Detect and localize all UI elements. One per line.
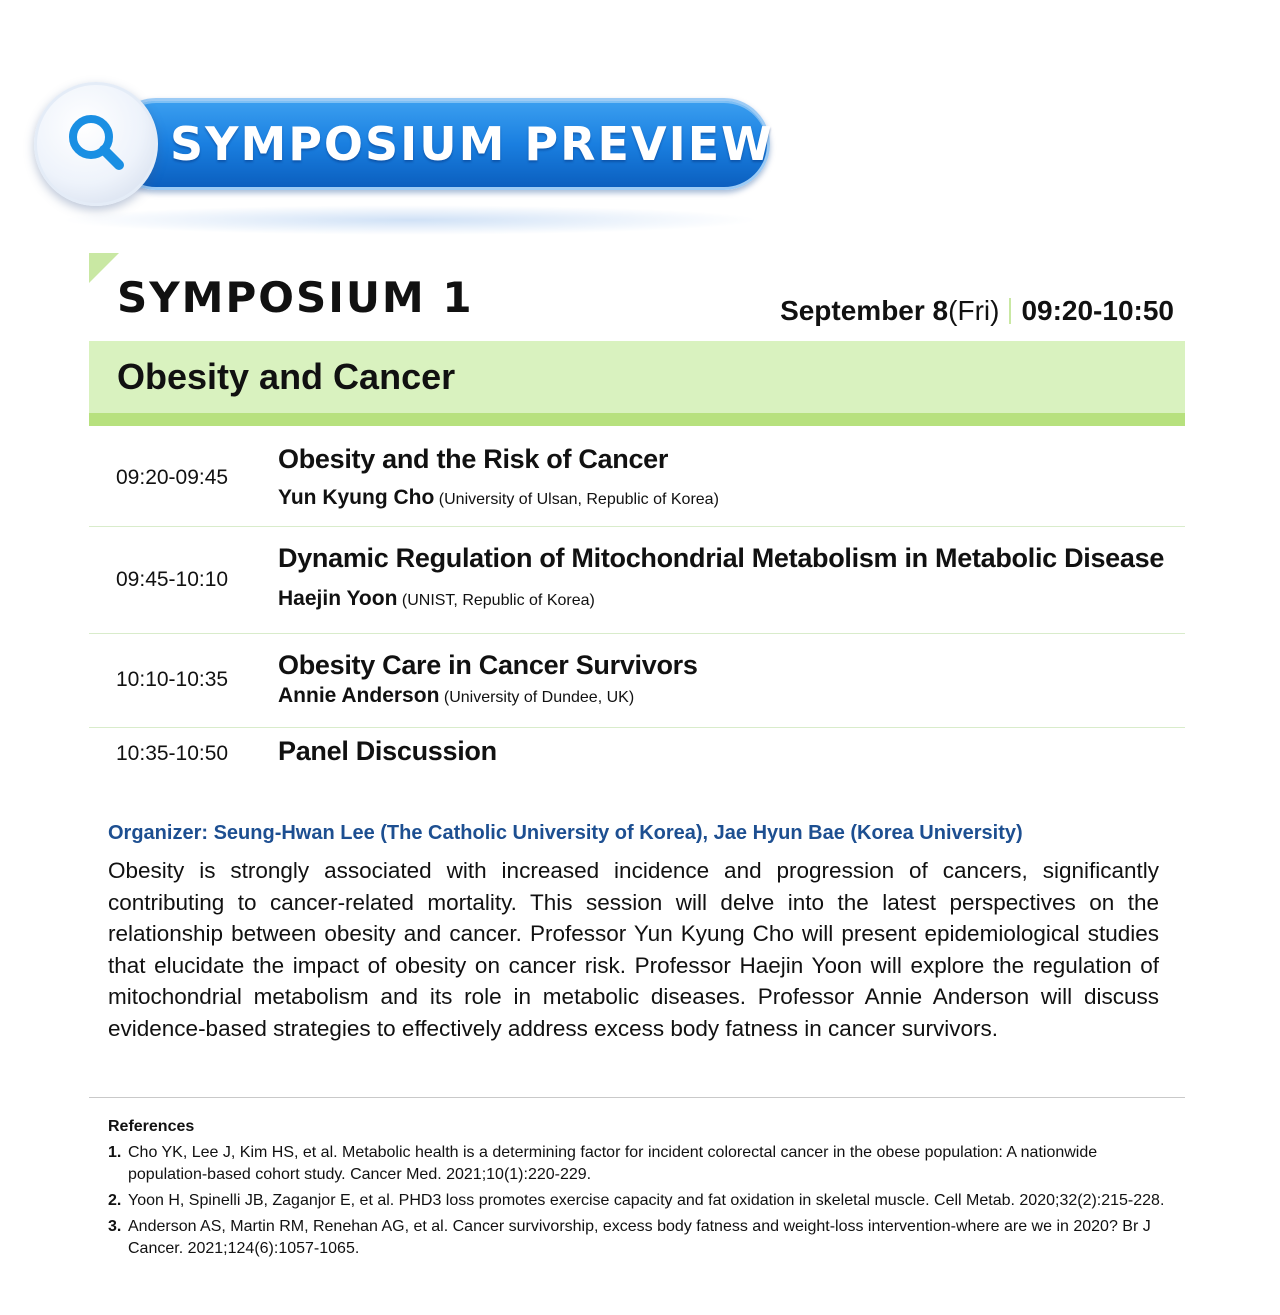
reference-text: Yoon H, Spinelli JB, Zaganjor E, et al. PHD3 loss promotes exercise capacity and fat oxidation in skeletal muscle. Cell Metab. 2020;32(2):215-228. [128,1192,1165,1209]
session-time: 10:35-10:50 [116,742,229,765]
topic-bar-underline [89,413,1185,426]
session-row-1 [89,426,1185,526]
reference-item [108,1142,1168,1186]
topic-title: Obesity and Cancer [117,356,456,397]
reference-number: 3. [108,1218,122,1235]
references-list [108,1142,1168,1264]
session-row-3 [89,634,1185,727]
search-icon [61,107,133,179]
speaker-name: Haejin Yoon [278,587,398,610]
references-heading: References [108,1118,195,1135]
speaker-affiliation: (University of Dundee, UK) [443,689,635,706]
session-title: Obesity Care in Cancer Survivors [278,650,698,680]
corner-accent [89,253,119,283]
speaker-affiliation: (University of Ulsan, Republic of Korea) [438,491,719,508]
reference-number: 1. [108,1144,122,1161]
date-main: September 8 [780,295,949,326]
speaker-name: Yun Kyung Cho [278,486,435,509]
references-divider [89,1097,1185,1098]
session-title: Panel Discussion [278,736,497,766]
session-time: 09:45-10:10 [116,568,229,591]
session-abstract: Obesity is strongly associated with increased incidence and progression of cancers, significantly contributing to cancer-related mortality. This session will delve into the latest perspectives on the relationship between obesity and cancer. Professor Yun Kyung Cho will present epidemiological studies that elucidate the impact of obesity on cancer risk. Professor Haejin Yoon will explore the regulation of mitochondrial metabolism and its role in metabolic diseases. Professor Annie Anderson will discuss evidence-based strategies to effectively address excess body fatness in cancer survivors. [108,858,1159,1041]
speaker-name: Annie Anderson [278,684,440,707]
reference-text: Anderson AS, Martin RM, Renehan AG, et al. Cancer survivorship, excess body fatness and weight-loss intervention-where are we in 2020? Br J Cancer. 2021;124(6):1057-1065. [128,1218,1151,1257]
session-row-2 [89,527,1185,633]
session-row-4 [89,728,1185,784]
organizer-line: Organizer: Seung-Hwan Lee (The Catholic University of Korea), Jae Hyun Bae (Korea University) [108,822,1023,844]
session-title: Obesity and the Risk of Cancer [278,444,669,474]
banner-glow [60,205,760,235]
banner-search-badge [34,82,158,206]
date-separator [1009,298,1011,324]
symposium-date [780,291,1174,331]
session-title: Dynamic Regulation of Mitochondrial Metabolism in Metabolic Disease [278,543,1165,573]
session-speaker [278,684,634,708]
symposium-title: SYMPOSIUM 1 [117,273,474,322]
date-day: (Fri) [948,295,1000,326]
session-speaker [278,587,595,611]
banner-title: SYMPOSIUM PREVIEW [170,117,774,171]
session-time: 10:10-10:35 [116,668,229,691]
reference-item [108,1190,1168,1212]
session-time: 09:20-09:45 [116,466,229,489]
speaker-affiliation: (UNIST, Republic of Korea) [401,592,595,609]
reference-item [108,1216,1168,1260]
date-time: 09:20-10:50 [1021,295,1174,326]
reference-number: 2. [108,1192,122,1209]
reference-text: Cho YK, Lee J, Kim HS, et al. Metabolic health is a determining factor for incident colorectal cancer in the obese population: A nationwide population-based cohort study. Cancer Med. 2021;10(1):220-229. [128,1144,1098,1183]
session-speaker [278,486,719,510]
